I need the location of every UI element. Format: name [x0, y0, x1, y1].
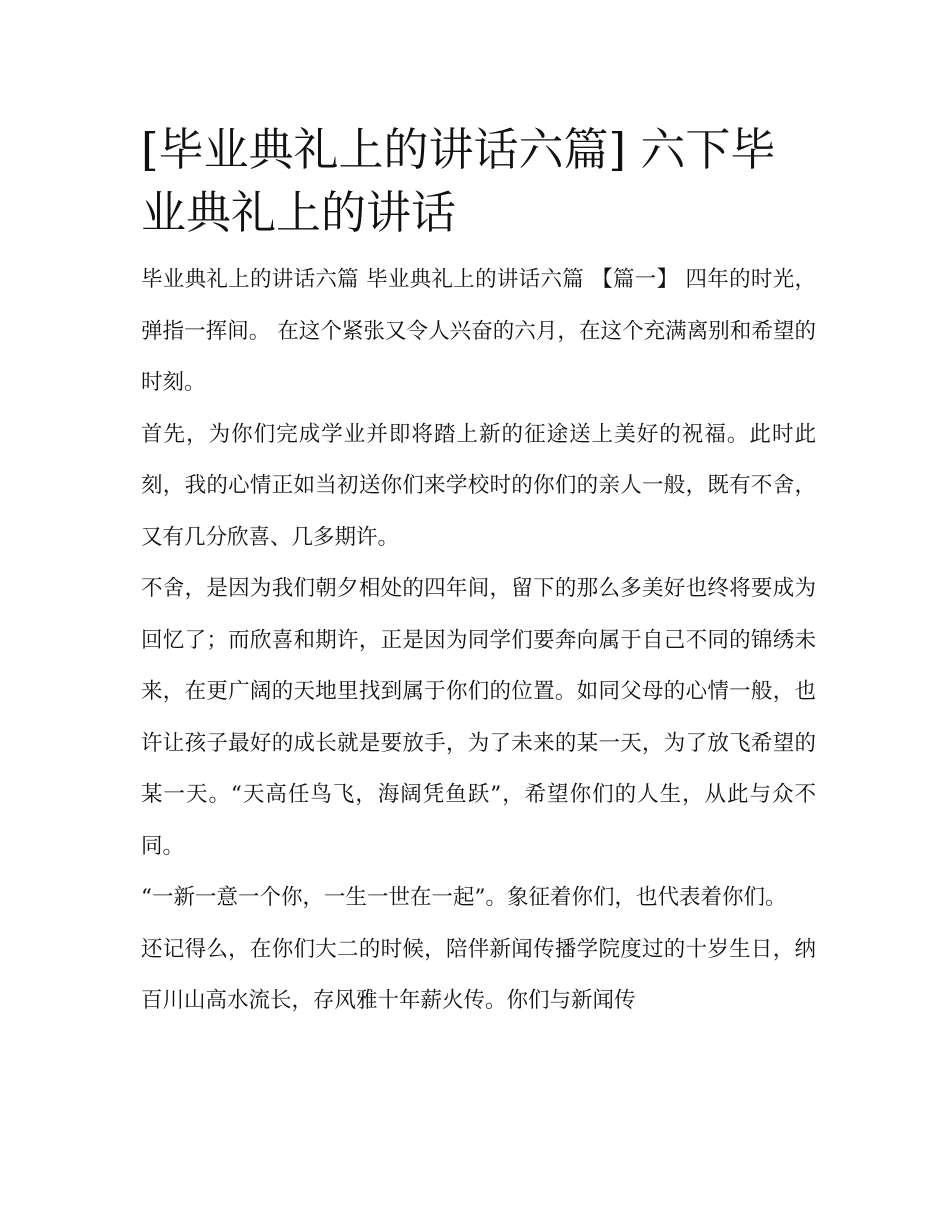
paragraph-5: 还记得么，在你们大二的时候，陪伴新闻传播学院度过的十岁生日，纳百川山高水流长，存风雅十年薪火传。你们与新闻传 — [141, 936, 816, 1013]
paragraph-4: “一新一意一个你，一生一世在一起”。象征着你们，也代表着你们。 — [141, 885, 787, 910]
document-body — [141, 254, 816, 1027]
document-title: [毕业典礼上的讲话六篇] 六下毕业典礼上的讲话 — [141, 123, 776, 239]
document-page — [141, 118, 816, 1027]
paragraph-2: 首先，为你们完成学业并即将踏上新的征途送上美好的祝福。此时此刻，我的心情正如当初送你们来学校时的你们的亲人一般，既有不舍，又有几分欣喜、几多期许。 — [141, 421, 816, 550]
paragraph-1: 毕业典礼上的讲话六篇 毕业典礼上的讲话六篇 【篇一】 四年的时光，弹指一挥间。 在这个紧张又令人兴奋的六月，在这个充满离别和希望的时刻。 — [141, 267, 816, 395]
paragraph-3: 不舍，是因为我们朝夕相处的四年间，留下的那么多美好也终将要成为回忆了；而欣喜和期许，正是因为同学们要奔向属于自己不同的锦绣未来，在更广阔的天地里找到属于你们的位置。如同父母的心情一般，也许让孩子最好的成长就是要放手，为了未来的某一天，为了放飞希望的某一天。“天高任鸟飞，海阔凭鱼跃”，希望你们的人生，从此与众不同。 — [141, 576, 816, 859]
